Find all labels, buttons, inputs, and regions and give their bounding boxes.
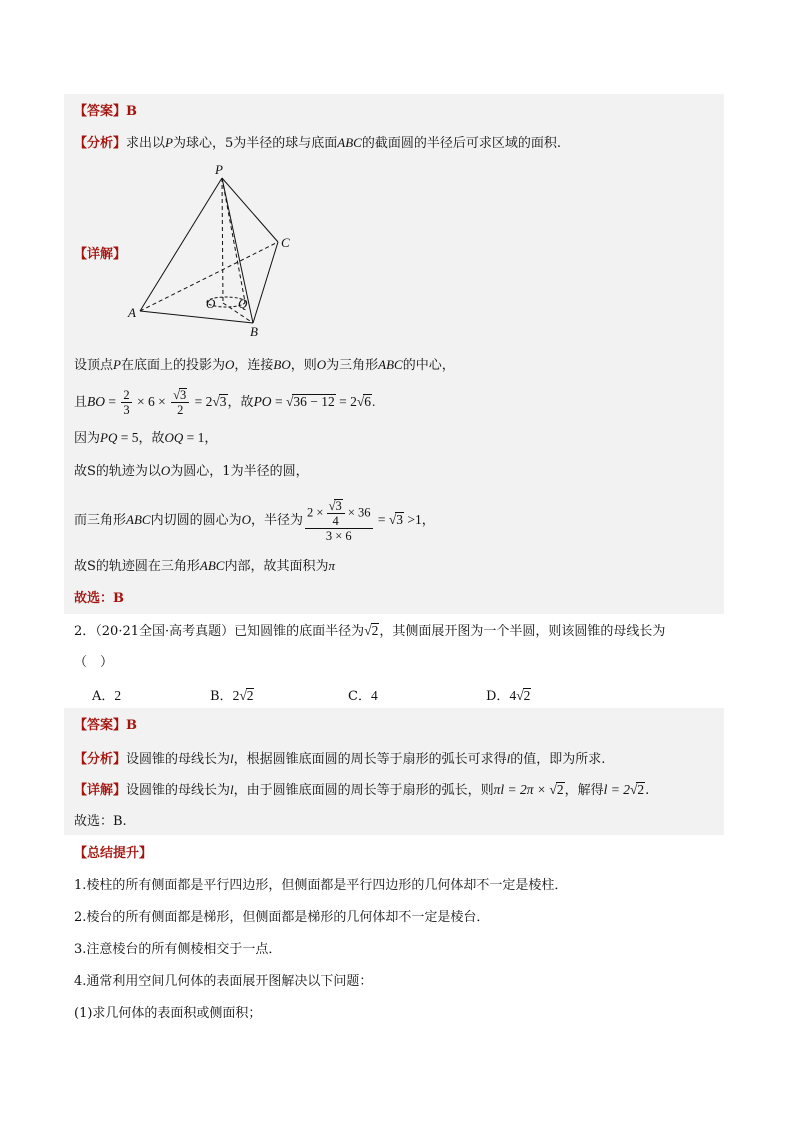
q2-choose: 故选：B. [74, 814, 127, 829]
summary-title: 【总结提升】 [74, 846, 153, 861]
height-po [222, 178, 223, 303]
q2-option-a: A．2 [92, 688, 122, 704]
fraction-two-thirds: $\frac{2}{3}$ [123, 388, 130, 418]
q1-analysis: 【分析】求出以P为球心，5为半径的球与底面ABC的截面圆的半径后可求区域的面积. [74, 135, 561, 151]
q1-step-3: 因为PQ = 5，故OQ = 1， [74, 430, 218, 446]
label-c: C [281, 235, 290, 250]
q1-detail-tag: 【详解】 [74, 247, 127, 262]
summary-item: (1)求几何体的表面积或侧面积； [74, 1006, 262, 1021]
summary-item: 1.棱柱的所有侧面都是平行四边形，但侧面都是平行四边形的几何体却不一定是棱柱． [74, 878, 568, 893]
q2-option-b: B．2√2 [210, 688, 254, 704]
summary-item: 4.通常利用空间几何体的表面展开图解决以下问题： [74, 974, 373, 989]
summary-item: 3.注意棱台的所有侧棱相交于一点． [74, 942, 282, 957]
q2-stem: 2．（20·21全国·高考真题）已知圆锥的底面半径为√2，其侧面展开图为一个半圆，则该圆锥的母线长为 [74, 623, 666, 639]
pyramid-figure [126, 160, 306, 342]
q1-step-1: 设顶点P在底面上的投影为O，连接BO，则O为三角形ABC的中心， [74, 357, 455, 373]
q1-choose: 故选：B [74, 591, 124, 606]
q1-step-6: 故S的轨迹圆在三角形ABC内部，故其面积为π [74, 558, 335, 574]
q1-step-5: 而三角形ABC内切圆的圆心为O，半径为 2 × $\frac{√3}{4}$ × 36 3 × 6 = √3 >1， [74, 498, 435, 543]
q2-solution-block [64, 708, 724, 835]
edge-pc [222, 178, 278, 242]
edge-ab [140, 311, 253, 323]
fraction-inradius: 2 × $\frac{√3}{4}$ × 36 3 × 6 [307, 498, 371, 543]
label-q: Q [238, 296, 248, 311]
summary-item: 2.棱台的所有侧面都是梯形，但侧面都是梯形的几何体却不一定是棱台． [74, 910, 490, 925]
q2-analysis: 【分析】设圆锥的母线长为l，根据圆锥底面圆的周长等于扇形的弧长可求得l的值，即为所求. [74, 751, 606, 767]
segment-pq [222, 178, 245, 302]
q2-detail: 【详解】设圆锥的母线长为l，由于圆锥底面圆的周长等于扇形的弧长，则πl = 2π × √2，解得l = 2√2. [74, 782, 650, 798]
label-p: P [215, 162, 223, 177]
label-b: B [250, 324, 258, 339]
q2-option-d: D．4√2 [486, 688, 531, 704]
fraction-root3-over-2: $\frac{√3}{2}$ [171, 388, 189, 417]
label-o: O [206, 296, 216, 311]
q1-step-4: 故S的轨迹为以O为圆心，1为半径的圆， [74, 463, 309, 479]
q2-answer: 【答案】B [74, 718, 138, 733]
q1-step-2: 且BO = $\frac{2}{3}$ × 6 × $\frac{√3}{2}$ = 2√3，故PO = √36 − 12 = 2√6. [74, 388, 376, 418]
edge-bc [253, 242, 278, 323]
q2-paren: （ ） [74, 655, 114, 670]
q1-answer: 【答案】B [74, 104, 138, 119]
label-a: A [128, 305, 136, 320]
q2-option-c: C．4 [348, 688, 378, 704]
